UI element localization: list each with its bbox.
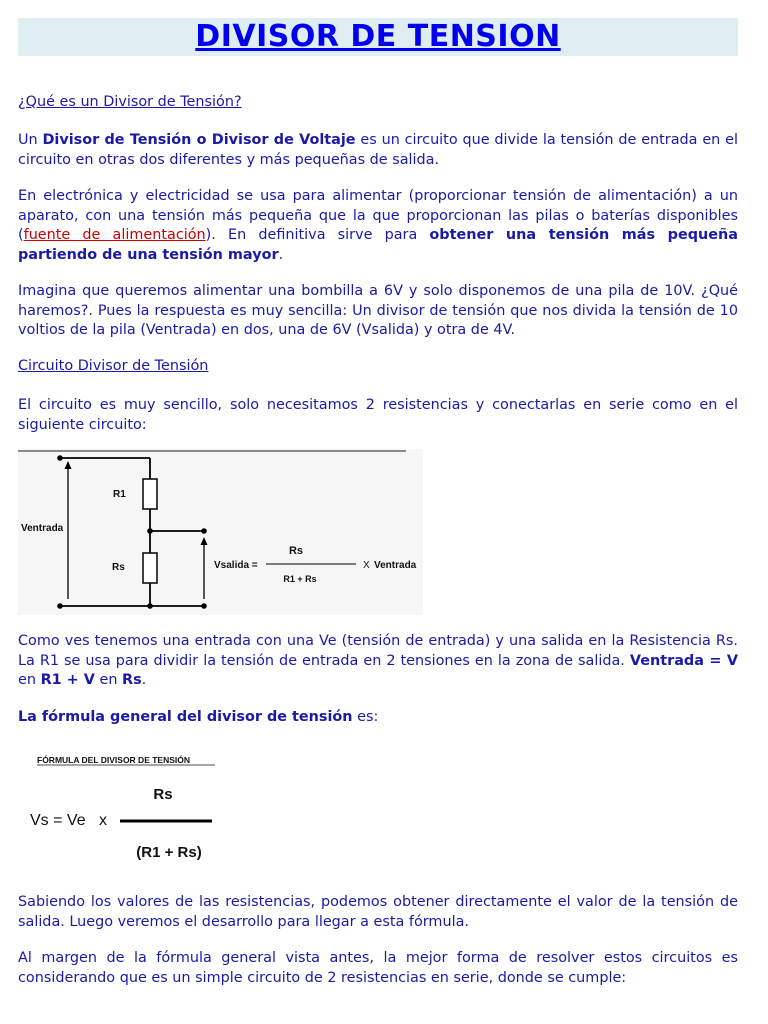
formula-denominator: (R1 + Rs) xyxy=(136,844,202,861)
paragraph-uses xyxy=(18,187,738,265)
text: es: xyxy=(352,709,379,725)
heading-que-es[interactable]: ¿Qué es un Divisor de Tensión? xyxy=(18,94,242,110)
paragraph-example: Imagina que queremos alimentar una bombilla a 6V y solo disponemos de una pila de 10V. ¿Qué haremos?. Pues la respuesta es muy sencilla: Un divisor de tensión que nos divida la tensión de 10 voltios de la pila (Ventrada) en dos, una de 6V (Vsalida) y otra de 4V. xyxy=(18,283,738,339)
paragraph-circuit-intro: El circuito es muy sencillo, solo necesitamos 2 resistencias y conectarlas en serie como en el siguiente circuito: xyxy=(18,397,738,433)
circuit-svg xyxy=(18,449,423,615)
title-bar xyxy=(18,18,738,56)
heading-circuito[interactable]: Circuito Divisor de Tensión xyxy=(18,358,209,374)
bold-plus: + xyxy=(61,672,84,689)
paragraph-explanation xyxy=(18,632,738,691)
formula-times: x xyxy=(99,812,107,829)
times-sign: X xyxy=(363,560,370,571)
formula-lhs: Vs = Ve xyxy=(30,812,86,829)
node-top-left xyxy=(57,455,63,461)
formula-svg xyxy=(26,748,226,868)
text: . xyxy=(141,672,147,689)
bold-r1: R1 xyxy=(40,672,62,689)
paragraph-definition xyxy=(18,131,738,170)
label-vsalida: Vsalida = xyxy=(214,560,258,571)
fraction-denominator: R1 + Rs xyxy=(283,574,317,584)
paragraph-al-margen: Al margen de la fórmula general vista antes, la mejor forma de resolver estos circuitos es considerando que es un simple circuito de 2 resistencias en serie, donde se cumple: xyxy=(18,950,738,986)
label-ventrada-right: Ventrada xyxy=(374,560,417,571)
text: Como ves tenemos una entrada con una Ve (tensión de entrada) y una salida en la Resistencia Rs. La R1 se usa para dividir la tensión de entrada en 2 tensiones en la zona de salida. xyxy=(18,633,738,669)
bold-v: V xyxy=(726,652,739,669)
text: en xyxy=(18,672,41,689)
bold-phrase: obtener una tensión más pequeña partiendo de una tensión mayor xyxy=(18,227,738,263)
formula-figure xyxy=(26,748,226,868)
circuit-diagram xyxy=(18,449,423,615)
text: En electrónica y electricidad se usa para alimentar (proporcionar tensión de alimentación) a un aparato, con una tensión más pequeña que la que proporcionan las pilas o baterías disponibles ( xyxy=(18,188,738,244)
formula-caption: FÓRMULA DEL DIVISOR DE TENSIÓN xyxy=(37,755,191,765)
label-ventrada: Ventrada xyxy=(21,523,64,534)
fraction-numerator: Rs xyxy=(288,545,304,557)
text: . xyxy=(278,246,284,263)
bold-formula-general: La fórmula general del divisor de tensión xyxy=(18,709,353,725)
text: es un circuito que divide la tensión de entrada en el circuito en otras dos diferentes y más pequeñas de salida. xyxy=(18,132,738,168)
bold-term: Divisor de Tensión o Divisor de Voltaje xyxy=(42,132,356,148)
bold-v: V xyxy=(83,672,95,689)
label-rs: Rs xyxy=(112,562,125,573)
label-r1: R1 xyxy=(113,489,126,500)
bold-equals: = xyxy=(703,652,727,669)
bold-rs: Rs xyxy=(122,672,142,689)
text: ). En definitiva sirve para xyxy=(205,227,430,244)
resistor-r1 xyxy=(143,479,157,509)
link-fuente-alimentacion[interactable]: fuente de alimentación xyxy=(23,227,206,244)
paragraph-sabiendo: Sabiendo los valores de las resistencias, podemos obtener directamente el valor de la tensión de salida. Luego veremos el desarrollo para llegar a esta fórmula. xyxy=(18,894,738,930)
text: en xyxy=(94,672,123,689)
formula-numerator: Rs xyxy=(153,786,173,803)
paragraph-formula-intro xyxy=(18,708,738,728)
page-title: DIVISOR DE TENSION xyxy=(195,19,561,54)
bold-ventrada: Ventrada xyxy=(629,652,704,669)
text: Un xyxy=(18,132,43,148)
resistor-rs xyxy=(143,553,157,583)
